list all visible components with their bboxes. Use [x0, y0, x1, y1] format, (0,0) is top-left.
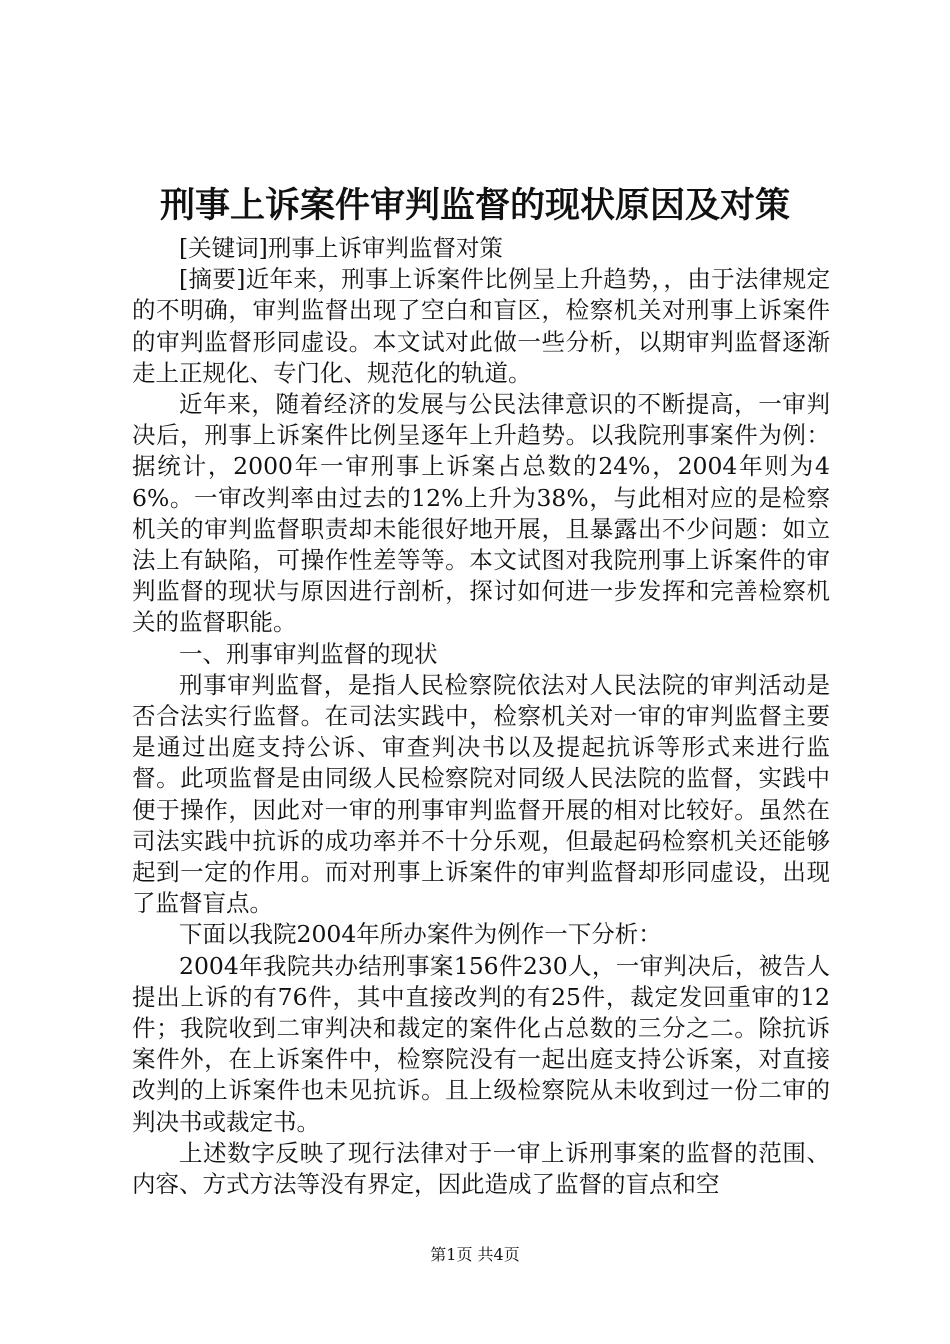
- document-title: 刑事上诉案件审判监督的现状原因及对策: [159, 186, 790, 226]
- body-paragraph: 2004年我院共办结刑事案156件230人，一审判决后，被告人提出上诉的有76件，其中直接改判的有25件，裁定发回重审的12件；我院收到二审判决和裁定的案件化占总数的三分之二。除抗诉案件外，在上诉案件中，检察院没有一起出庭支持公诉案，对直接改判的上诉案件也未见抗诉。且上级检察院从未收到过一份二审的判决书或裁定书。: [132, 951, 830, 1136]
- body-paragraph: 下面以我院2004年所办案件为例作一下分析：: [179, 920, 662, 949]
- page-number: 第1页 共4页: [430, 1245, 520, 1264]
- body-paragraph: 近年来，随着经济的发展与公民法律意识的不断提高，一审判决后，刑事上诉案件比例呈逐年上升趋势。以我院刑事案件为例：据统计，2000年一审刑事上诉案占总数的24%，2004年则为46%。一审改判率由过去的12%上升为38%，与此相对应的是检察机关的审判监督职责却未能很好地开展，且暴露出不少问题：如立法上有缺陷，可操作性差等等。本文试图对我院刑事上诉案件的审判监督的现状与原因进行剖析，探讨如何进一步发挥和完善检察机关的监督职能。: [132, 390, 830, 637]
- document-body: [132, 233, 830, 1200]
- section-heading: 一、刑事审判监督的现状: [179, 639, 438, 668]
- abstract-paragraph: [摘要]近年来，刑事上诉案件比例呈上升趋势，，由于法律规定的不明确，审判监督出现了空白和盲区，检察机关对刑事上诉案件的审判监督形同虚设。本文试对此做一些分析，以期审判监督逐渐走上正规化、专门化、规范化的轨道。: [132, 265, 830, 387]
- keywords-paragraph: [关键词]刑事上诉审判监督对策: [179, 234, 503, 262]
- body-paragraph: 刑事审判监督，是指人民检察院依法对人民法院的审判活动是否合法实行监督。在司法实践中，检察机关对一审的审判监督主要是通过出庭支持公诉、审查判决书以及提起抗诉等形式来进行监督。此项监督是由同级人民检察院对同级人民法院的监督，实践中便于操作，因此对一审的刑事审判监督开展的相对比较好。虽然在司法实践中抗诉的成功率并不十分乐观，但最起码检察机关还能够起到一定的作用。而对刑事上诉案件的审判监督却形同虚设，出现了监督盲点。: [132, 670, 830, 918]
- body-paragraph: 上述数字反映了现行法律对于一审上诉刑事案的监督的范围、内容、方式方法等没有界定，因此造成了监督的盲点和空: [132, 1138, 830, 1199]
